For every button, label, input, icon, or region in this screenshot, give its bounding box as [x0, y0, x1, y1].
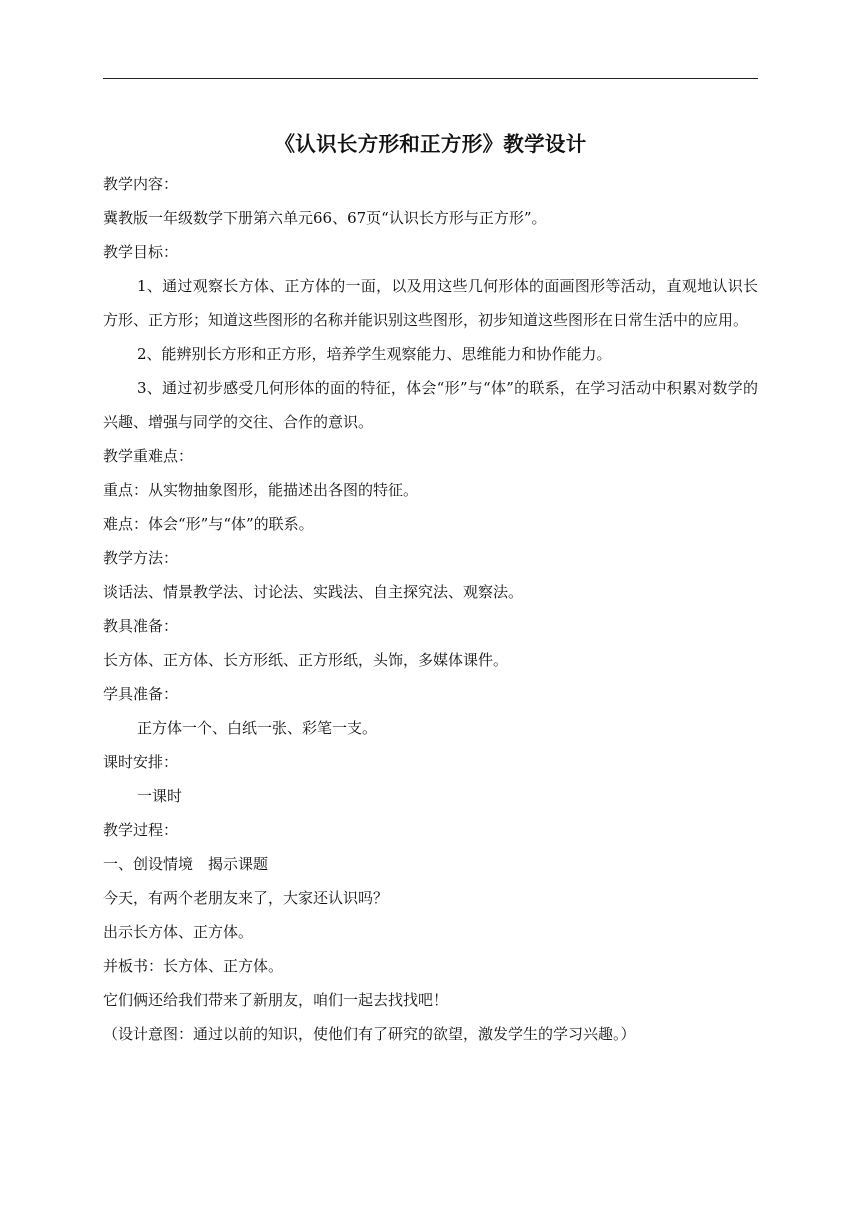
teacher-tools-heading: 教具准备：: [103, 617, 179, 635]
goal-item: 3、通过初步感受几何形体的面的特征，体会“形”与“体”的联系，在学习活动中积累对数学的兴趣、增强与同学的交往、合作的意识。: [103, 379, 758, 431]
goals-heading: 教学目标：: [103, 243, 179, 261]
student-tools-heading: 学具准备：: [103, 685, 179, 703]
teacher-tools-text: 长方体、正方体、长方形纸、正方形纸，头饰，多媒体课件。: [103, 651, 509, 669]
document-body: [103, 127, 758, 1051]
document-title: 《认识长方形和正方形》教学设计: [274, 132, 587, 156]
difficult-point: 难点：体会“形”与“体”的联系。: [103, 515, 314, 533]
schedule-text: 一课时: [137, 787, 183, 805]
process-section-title: 一、创设情境 揭示课题: [103, 855, 269, 873]
goal-item: 1、通过观察长方体、正方体的一面，以及用这些几何形体的面画图形等活动，直观地认识长方形、正方形；知道这些图形的名称并能识别这些图形，初步知道这些图形在日常生活中的应用。: [103, 277, 758, 329]
process-line: 它们俩还给我们带来了新朋友，咱们一起去找找吧！: [103, 991, 449, 1009]
process-heading: 教学过程：: [103, 821, 179, 839]
key-points-heading: 教学重难点：: [103, 447, 194, 465]
design-intent-note: （设计意图：通过以前的知识，使他们有了研究的欲望，激发学生的学习兴趣。）: [103, 1025, 636, 1043]
key-point: 重点：从实物抽象图形，能描述出各图的特征。: [103, 481, 419, 499]
goal-item: 2、能辨别长方形和正方形，培养学生观察能力、思维能力和协作能力。: [137, 345, 612, 363]
process-line: 出示长方体、正方体。: [103, 923, 254, 941]
header-rule: [103, 78, 758, 79]
student-tools-text: 正方体一个、白纸一张、彩笔一支。: [137, 719, 378, 737]
methods-text: 谈话法、情景教学法、讨论法、实践法、自主探究法、观察法。: [103, 583, 524, 601]
process-line: 并板书：长方体、正方体。: [103, 957, 284, 975]
content-text: 冀教版一年级数学下册第六单元66、67页“认识长方形与正方形”。: [103, 209, 547, 227]
methods-heading: 教学方法：: [103, 549, 179, 567]
content-heading: 教学内容：: [103, 175, 179, 193]
process-line: 今天，有两个老朋友来了，大家还认识吗？: [103, 889, 389, 907]
schedule-heading: 课时安排：: [103, 753, 179, 771]
